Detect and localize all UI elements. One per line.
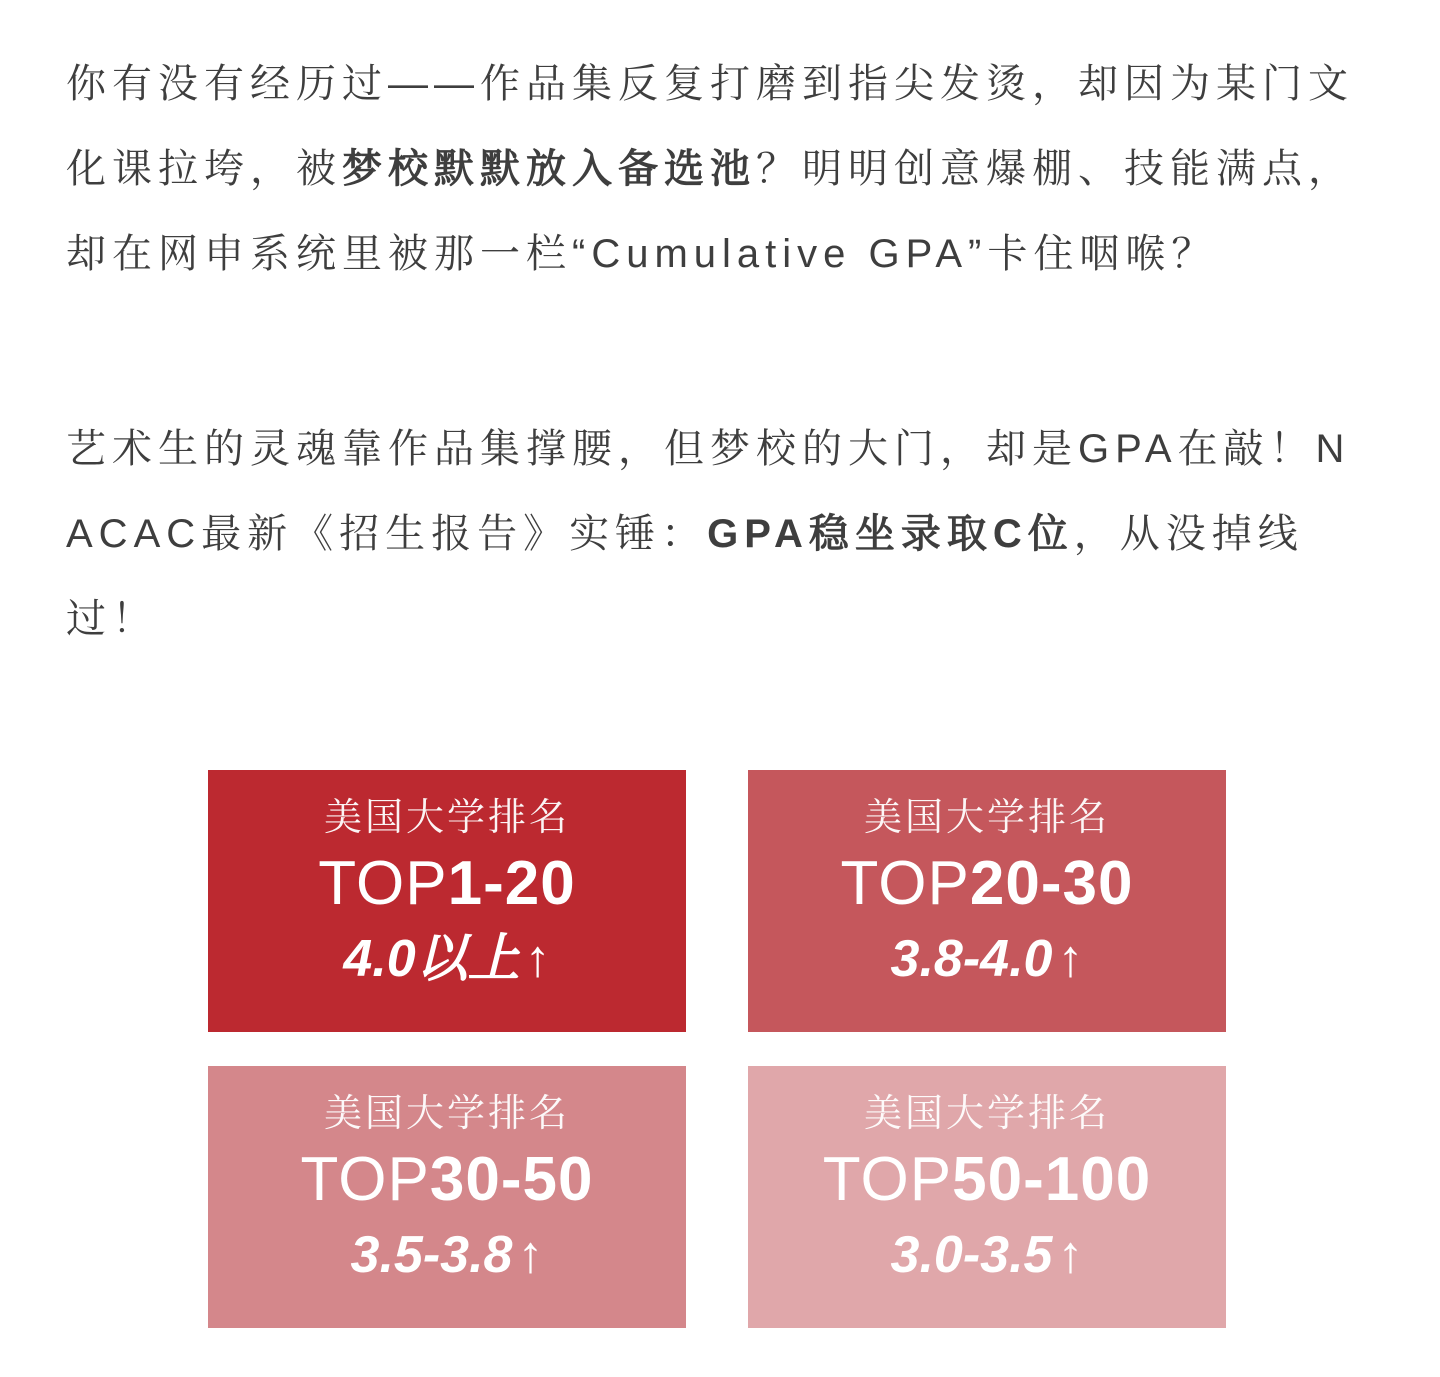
rank-range: 30-50 [429,1145,594,1214]
card-gpa [351,1224,544,1286]
up-arrow-icon: ↑ [524,930,551,988]
rank-range: 1-20 [447,849,576,918]
card-rank [301,1144,594,1216]
paragraph-intro [66,42,1374,297]
gpa-value: 3.5-3.8 [350,1226,513,1284]
up-arrow-icon: ↑ [1057,930,1084,988]
rank-prefix: TOP [840,849,970,918]
gpa-card-top-30-50 [208,1066,686,1328]
card-gpa [891,928,1084,990]
card-gpa [891,1224,1084,1286]
card-gpa [343,928,550,990]
rank-range: 20-30 [969,849,1134,918]
gpa-value: 4.0以上 [343,930,520,988]
up-arrow-icon: ↑ [1057,1226,1084,1284]
card-label: 美国大学排名 [863,1093,1110,1135]
card-label: 美国大学排名 [323,797,570,839]
bold-text-run: 梦校默默放入备选池 [342,147,756,191]
gpa-card-top-20-30 [748,770,1226,1032]
card-rank [318,848,575,920]
gpa-value: 3.8-4.0 [890,930,1053,988]
gpa-card-top-1-20 [208,770,686,1032]
card-rank [841,848,1134,920]
gpa-card-top-50-100 [748,1066,1226,1328]
rank-prefix: TOP [300,1145,430,1214]
rank-range: 50-100 [952,1145,1152,1214]
card-rank [823,1144,1151,1216]
text-run: 你有没有经历过——作品集反复打磨到指尖发烫，却因为某门文化课拉垮，被 [66,62,1354,191]
bold-text-run: GPA稳坐录取C位 [707,512,1074,556]
text-run: ，从没掉线过！ [66,512,1304,641]
paragraph-nacac [66,407,1374,662]
rank-prefix: TOP [822,1145,953,1214]
text-run: 艺术生的灵魂靠作品集撑腰，但梦校的大门，却是GPA在敲！NACAC最新《招生报告》实锤： [66,427,1351,556]
rank-prefix: TOP [318,849,448,918]
gpa-value: 3.0-3.5 [890,1226,1053,1284]
up-arrow-icon: ↑ [517,1226,544,1284]
card-label: 美国大学排名 [863,797,1110,839]
card-label: 美国大学排名 [323,1093,570,1135]
text-run: ？明明创意爆棚、技能满点，却在网申系统里被那一栏“Cumulative GPA”卡住咽喉？ [66,147,1354,276]
gpa-cards-grid [208,770,1374,1328]
